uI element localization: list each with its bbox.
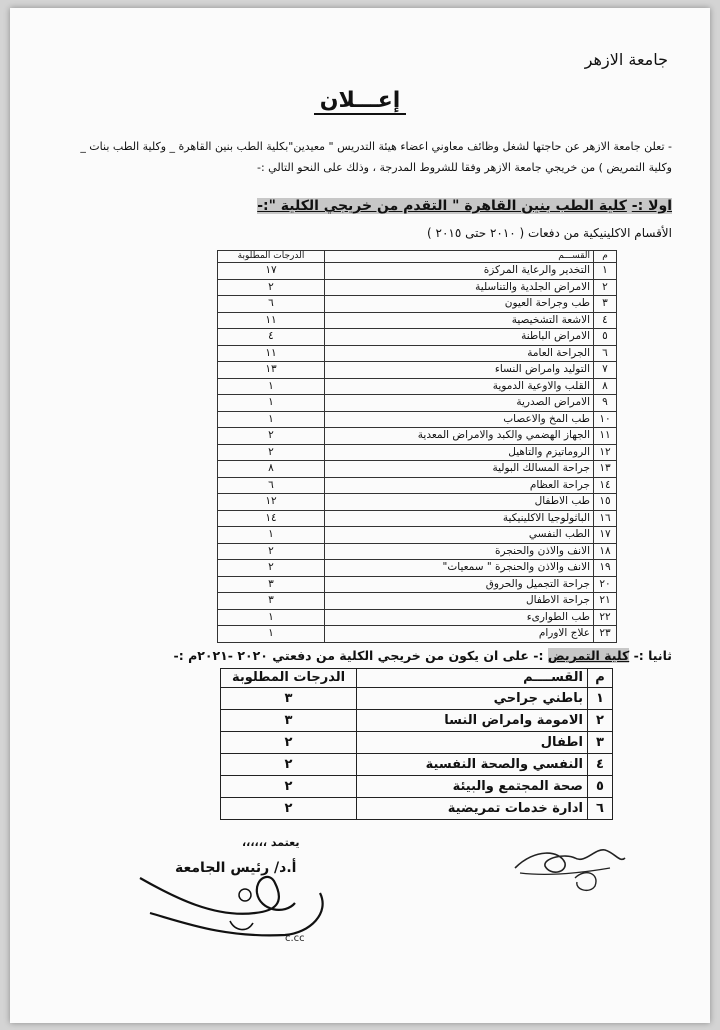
row-num: ١ <box>588 688 613 710</box>
row-dept: الانف والاذن والحنجرة " سمعيات" <box>325 560 594 577</box>
header-dept: القســـم <box>325 251 594 263</box>
table-row <box>218 626 617 643</box>
table-row <box>218 329 617 346</box>
row-dept: الباثولوجيا الاكلينيكية <box>325 510 594 527</box>
table-row <box>218 560 617 577</box>
row-degrees: ٢ <box>218 543 325 560</box>
row-dept: الامراض الصدرية <box>325 395 594 412</box>
president-title: أ.د/ رئيس الجامعة <box>175 860 297 876</box>
president-signature <box>135 843 355 948</box>
table-row <box>218 279 617 296</box>
row-dept: التوليد وامراض النساء <box>325 362 594 379</box>
table-row <box>218 296 617 313</box>
row-dept: الاشعة التشخيصية <box>325 312 594 329</box>
row-num: ٦ <box>588 798 613 820</box>
row-degrees: ١ <box>218 378 325 395</box>
table-row <box>221 776 613 798</box>
section-1-heading <box>257 198 672 214</box>
row-num: ٣ <box>588 732 613 754</box>
row-degrees: ١٣ <box>218 362 325 379</box>
row-dept: النفسي والصحة النفسية <box>357 754 588 776</box>
row-degrees: ٦ <box>218 477 325 494</box>
row-degrees: ٢ <box>221 732 357 754</box>
table-row <box>218 609 617 626</box>
row-degrees: ٣ <box>221 688 357 710</box>
section-2-condition: :- على ان يكون من خريجي الكلية من دفعتي ٢٠٢٠ -٢٠٢١م :- <box>173 648 544 663</box>
row-num: ١ <box>594 263 617 280</box>
row-degrees: ٣ <box>221 710 357 732</box>
row-dept: طب الاطفال <box>325 494 594 511</box>
row-degrees: ٣ <box>218 593 325 610</box>
row-degrees: ١٤ <box>218 510 325 527</box>
row-dept: جراحة التجميل والحروق <box>325 576 594 593</box>
table-header-row <box>221 669 613 688</box>
row-num: ٢١ <box>594 593 617 610</box>
row-num: ٧ <box>594 362 617 379</box>
row-degrees: ٢ <box>221 776 357 798</box>
row-dept: صحة المجتمع والبيئة <box>357 776 588 798</box>
section-1-subtitle: الأقسام الاكلينيكية من دفعات ( ٢٠١٠ حتى ٢٠١٥ ) <box>427 226 672 240</box>
header-degrees: الدرجات المطلوبة <box>221 669 357 688</box>
row-degrees: ٢ <box>218 560 325 577</box>
intro-line-2: وكلية التمريض ) من خريجي جامعة الازهر وفقا للشروط المدرجة ، وذلك على النحو التالي :- <box>256 161 672 174</box>
row-dept: الانف والاذن والحنجرة <box>325 543 594 560</box>
secondary-signature <box>505 828 635 898</box>
row-dept: جراحة العظام <box>325 477 594 494</box>
row-num: ٥ <box>588 776 613 798</box>
section-2-heading <box>174 648 672 663</box>
table-row <box>218 345 617 362</box>
row-num: ٢٢ <box>594 609 617 626</box>
row-dept: باطني جراحي <box>357 688 588 710</box>
row-degrees: ١ <box>218 626 325 643</box>
row-degrees: ٢ <box>221 798 357 820</box>
row-degrees: ١٢ <box>218 494 325 511</box>
page-title <box>10 88 710 113</box>
row-degrees: ٢ <box>218 279 325 296</box>
row-degrees: ٨ <box>218 461 325 478</box>
table-row <box>218 444 617 461</box>
row-degrees: ١ <box>218 411 325 428</box>
row-degrees: ٢ <box>218 428 325 445</box>
table-row <box>218 543 617 560</box>
row-num: ٦ <box>594 345 617 362</box>
row-num: ١٥ <box>594 494 617 511</box>
table-row <box>221 732 613 754</box>
table-row <box>221 710 613 732</box>
row-degrees: ١ <box>218 609 325 626</box>
table-row <box>218 378 617 395</box>
table-row <box>221 754 613 776</box>
section-2-faculty: كلية التمريض <box>547 648 630 663</box>
row-dept: اطفال <box>357 732 588 754</box>
table-header-row <box>218 251 617 263</box>
table-row <box>218 510 617 527</box>
header-degrees: الدرجات المطلوبة <box>218 251 325 263</box>
row-num: ١٧ <box>594 527 617 544</box>
header-dept: القســــم <box>357 669 588 688</box>
row-num: ٢٣ <box>594 626 617 643</box>
row-dept: ادارة خدمات تمريضية <box>357 798 588 820</box>
table-row <box>218 593 617 610</box>
row-dept: الروماتيزم والتاهيل <box>325 444 594 461</box>
table-row <box>218 428 617 445</box>
table-row <box>218 461 617 478</box>
row-num: ٣ <box>594 296 617 313</box>
table-row <box>218 494 617 511</box>
row-num: ٤ <box>594 312 617 329</box>
row-num: ٢ <box>588 710 613 732</box>
row-degrees: ٤ <box>218 329 325 346</box>
row-num: ٩ <box>594 395 617 412</box>
row-dept: الامراض الجلدية والتناسلية <box>325 279 594 296</box>
row-num: ١٤ <box>594 477 617 494</box>
row-degrees: ١١ <box>218 345 325 362</box>
row-num: ١١ <box>594 428 617 445</box>
row-degrees: ٢ <box>218 444 325 461</box>
table-row <box>218 362 617 379</box>
row-degrees: ١ <box>218 527 325 544</box>
row-dept: الامراض الباطنة <box>325 329 594 346</box>
row-num: ٢ <box>594 279 617 296</box>
document-page <box>10 8 710 1023</box>
row-dept: الطب النفسي <box>325 527 594 544</box>
approval-text: يعتمد ،،،،،، <box>242 836 300 849</box>
row-dept: الجهاز الهضمي والكبد والامراض المعدية <box>325 428 594 445</box>
row-num: ١٢ <box>594 444 617 461</box>
row-degrees: ١ <box>218 395 325 412</box>
row-degrees: ١٧ <box>218 263 325 280</box>
row-num: ١٨ <box>594 543 617 560</box>
university-name: جامعة الازهر <box>584 50 668 69</box>
nursing-departments-table <box>220 668 613 820</box>
row-num: ١٩ <box>594 560 617 577</box>
table-row <box>218 527 617 544</box>
row-num: ١٠ <box>594 411 617 428</box>
table-row <box>218 312 617 329</box>
section-1-prefix: اولا :- كلية الطب بنين القاهرة " التقدم من خريجي الكلية ":- <box>257 198 672 214</box>
row-num: ٥ <box>594 329 617 346</box>
medicine-departments-table <box>217 250 617 643</box>
row-num: ١٦ <box>594 510 617 527</box>
row-degrees: ٣ <box>218 576 325 593</box>
table-row <box>218 477 617 494</box>
intro-line-1: - تعلن جامعة الازهر عن حاجتها لشغل وظائف معاوني اعضاء هيئة التدريس " معيدين"بكلية الطب بنين القاهرة _ وكلية الطب بنات _ <box>80 140 672 153</box>
row-dept: جراحة المسالك البولية <box>325 461 594 478</box>
row-dept: القلب والاوعية الدموية <box>325 378 594 395</box>
table-row <box>218 411 617 428</box>
row-dept: طب المخ والاعصاب <box>325 411 594 428</box>
row-num: ٢٠ <box>594 576 617 593</box>
row-degrees: ١١ <box>218 312 325 329</box>
signature-initials: c.cc <box>285 933 305 944</box>
row-dept: طب وجراحة العيون <box>325 296 594 313</box>
row-num: ٨ <box>594 378 617 395</box>
table-row <box>218 395 617 412</box>
header-num: م <box>588 669 613 688</box>
row-dept: التخدير والرعاية المركزة <box>325 263 594 280</box>
row-degrees: ٢ <box>221 754 357 776</box>
header-num: م <box>594 251 617 263</box>
title-text: إعـــلان <box>314 88 407 115</box>
table-row <box>221 688 613 710</box>
table-row <box>218 263 617 280</box>
row-dept: الامومة وامراض النسا <box>357 710 588 732</box>
table-row <box>218 576 617 593</box>
row-dept: جراحة الاطفال <box>325 593 594 610</box>
row-dept: طب الطوارىء <box>325 609 594 626</box>
row-degrees: ٦ <box>218 296 325 313</box>
section-2-prefix: ثانيا :- <box>633 648 672 663</box>
row-dept: علاج الاورام <box>325 626 594 643</box>
table-row <box>221 798 613 820</box>
row-dept: الجراحة العامة <box>325 345 594 362</box>
row-num: ٤ <box>588 754 613 776</box>
row-num: ١٣ <box>594 461 617 478</box>
